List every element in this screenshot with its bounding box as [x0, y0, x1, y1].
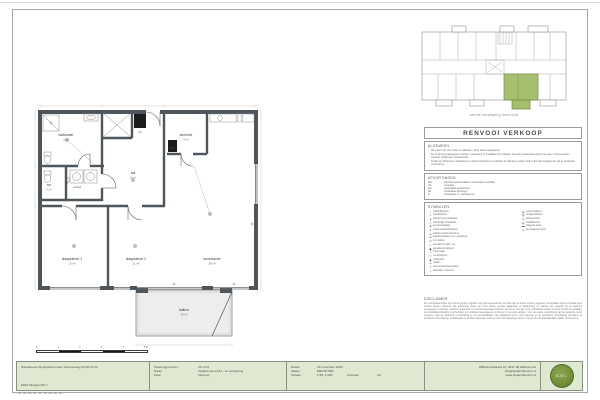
scale-bar: [36, 346, 148, 353]
screen-top-divider: [0, 2, 600, 3]
legend-section-symbolen: [424, 202, 582, 276]
kitchen-counter: [210, 114, 254, 122]
fold-mark: [18, 393, 62, 394]
field-label-naam: Naam: [154, 368, 163, 373]
symbol-row: ◼ aansluitpunt telefoon: [429, 247, 454, 251]
title-block-meta-cell: [286, 362, 424, 390]
symbol-row: ◫ leidingschacht: [522, 217, 541, 221]
door-swings: [62, 112, 193, 220]
section-heading-symbolen: SYMBOLEN: [428, 205, 450, 210]
algemeen-item: - Positie van lichtpunten, schakelaars en wandcontactdozen is indicatief; de definitieve positie wordt in het werk bepaald. Zie ook de technische omschrijving.: [428, 160, 576, 166]
field-label-fase: Fase: [154, 372, 161, 377]
room-area-wc: 2 m²: [46, 187, 52, 192]
title-block: [16, 361, 583, 391]
project-name: Nieuwbouw 29 appartementen Venloseweg 20-26 Horst: [21, 364, 98, 369]
symbol-row: ≈ vloerverwarmingsverdeler: [429, 266, 459, 270]
room-label-wc: wc: [46, 183, 52, 187]
symbol-row: ◇ enkelpolige schakelaar: [429, 221, 456, 225]
symbol-row: ▽ mv-afzuigpunt: [429, 254, 448, 258]
scale-tick-label: 0: [36, 346, 38, 349]
field-label-formaat: Formaat: [347, 372, 359, 377]
label-wtw: wtw: [170, 146, 175, 150]
scale-tick-label: 3: [100, 346, 103, 349]
symbol-row: ▬ dragende wand: [521, 225, 542, 229]
label-wasmachine: wm/wd: [72, 186, 82, 189]
architect-email: info@sjelarchitecten.nl: [504, 368, 536, 373]
symbol-row: ▥ installatiezone: [522, 221, 541, 225]
room-area-slaapkamer1: 13 m²: [68, 261, 76, 266]
algemeen-list: [428, 150, 578, 167]
scale-bar-segments: [36, 350, 148, 354]
room-area-hal: 9 m²: [130, 175, 136, 180]
symbol-list-right: [521, 211, 578, 274]
client-name: EDM Vastgoed B.V.: [21, 383, 48, 388]
abbreviation-row: wm opstelplaats wasmachine: [428, 187, 470, 190]
title-block-address-cell: [424, 362, 540, 390]
floor-plan: [34, 104, 264, 350]
legend-title: RENVOOI VERKOOP: [424, 127, 582, 139]
room-label-hal: hal: [130, 171, 136, 175]
logo-text: SJEL: [555, 372, 568, 378]
symbol-list-left: [428, 211, 517, 274]
symbol-row: ◐ wandlichtpunt: [429, 214, 447, 218]
symbol-row: △ thermostaat: [429, 251, 445, 255]
symbol-row: ◻ aansluitpunt data / cai: [429, 243, 455, 247]
overview-plan: [408, 16, 580, 112]
room-label-techniek: techniek: [179, 133, 193, 137]
electrical-symbols: [65, 138, 253, 285]
symbol-row: ● lichtpunt met schakelaar: [429, 217, 458, 221]
title-block-drawing-cell: [149, 362, 286, 390]
abbreviation-row: wtw warmteterugwininstallatie (mechanische ventilatie): [428, 181, 496, 184]
title-block-logo-cell: [540, 362, 582, 390]
field-value-naam: Appartement A14 - 1e verdieping: [198, 368, 244, 373]
room-area-badkamer: 6 m²: [63, 137, 69, 142]
section-heading-afkortingen: AFKORTINGEN: [428, 176, 456, 181]
symbol-row: ▨ verlaagd plafond: [522, 214, 543, 218]
room-label-woonkamer: woonkamer: [203, 257, 221, 261]
symbol-row: ⊛ wandcontactdoos t.b.v. apparatuur: [429, 236, 468, 240]
disclaimer-text: De verkooptekeningen zijn met de grootst mogelijke zorg samengesteld aan de hand van de meest recente gegevens. Desondanks kunnen hieraan geen rechten worden ontleend. Alle genoemde maten zijn circa maten; geringe afwijkingen in maatvoering en indeling zijn mogelijk. De op tekening weergegeven inrichting, meubels, apparatuur en groenvoorzieningen behoren niet tot de levering, tenzij uitdrukkelijk anders vermeld. Positie en aantallen van installatietechnische voorzieningen zijn indicatief weergegeven en kunnen in het werk wijzigen. Voor de exacte omschrijving van het gekochte wordt verwezen naar de technische omschrijving en de contractstukken. Bij strijdigheid tussen deze tekening en de technische omschrijving prevaleert de technische omschrijving. Ontwikkelaar en architect behouden zich het recht voor wijzigingen door te voeren die noodzakelijk blijken tijdens de uitvoering.: [424, 302, 582, 320]
field-value-fase: Verkoop: [198, 372, 210, 377]
field-value-tekeningnummer: VK-A14: [198, 364, 209, 369]
room-area-slaapkamer2: 11 m²: [132, 261, 140, 266]
field-label-datum: Datum: [291, 364, 301, 369]
room-label-balkon: balkon: [179, 308, 189, 312]
field-label-schaal: Schaal: [291, 372, 301, 377]
room-label-slaapkamer1: slaapkamer 1: [61, 257, 83, 261]
overview-caption: eerste verdieping overzicht: [469, 113, 519, 117]
room-area-woonkamer: 38 m²: [208, 261, 216, 266]
closet-hatch: [103, 113, 131, 137]
overview-plan-svg: [408, 16, 580, 112]
field-value-schaal: 1:50, 1:200: [317, 372, 333, 377]
architect-address: Wilhelminastraat 12, 4011 JB Zaltbommel: [478, 364, 536, 369]
room-area-techniek: 4 m²: [183, 137, 189, 142]
symbol-row: ⊚ dubbele wandcontactdoos: [429, 232, 460, 236]
legend-panel: [424, 127, 582, 278]
abbreviation-row: mk meterkast: [428, 184, 455, 187]
room-area-balkon: 10 m²: [180, 312, 188, 317]
highlighted-unit: [504, 74, 538, 109]
room-label-slaapkamer2: slaapkamer 2: [125, 257, 147, 261]
symbol-row: ⊙ enkele wandcontactdoos: [429, 229, 458, 233]
symbol-row: ◈ wisselschakelaar: [429, 225, 451, 229]
label-meterkast: mk: [138, 131, 142, 134]
symbol-row: ▤ systeemplafond: [522, 210, 542, 214]
algemeen-item: - De op tekening aangegeven indeling, maatvoering en installaties zijn indicatief. Aan deze verkooptekening kunnen geen rechten worden ontleend. Wijzigingen voorbehouden.: [428, 153, 570, 159]
architect-website: www.sjelarchitecten.nl: [505, 372, 536, 377]
abbreviation-row: cv opstelplaats cv / warmtepomp: [428, 193, 475, 196]
abbreviation-row: wd opstelplaats wasdroger: [428, 190, 468, 193]
scale-tick-label: 2: [79, 346, 81, 349]
symbol-row: ◉ rookmelder: [429, 258, 445, 262]
field-value-datum: 20 november 2025: [317, 364, 343, 369]
scale-tick-label: 1: [57, 346, 59, 349]
algemeen-item: - Alle maten zijn circa maten in millimeters, tenzij anders aangegeven.: [428, 149, 501, 152]
symbol-row: ∅ loze leiding: [429, 240, 445, 244]
disclaimer-block: [424, 297, 582, 321]
room-label-badkamer: badkamer: [58, 133, 74, 137]
symbol-row: ▭ niet-dragende wand: [522, 229, 546, 233]
section-heading-algemeen: ALGEMEEN: [428, 144, 450, 148]
meterkast-shaft: [134, 114, 146, 128]
legend-section-afkortingen: [424, 173, 582, 200]
field-value-status: DEFINITIEF: [317, 368, 334, 373]
scale-tick-label: 5 m: [143, 346, 148, 349]
afkortingen-list: [428, 182, 578, 197]
symbol-row: ▭ radiator: [429, 262, 441, 266]
sanitary-fixtures: [43, 114, 98, 183]
field-label-tekeningnummer: Tekeningnummer: [154, 364, 178, 369]
floor-plan-svg: [34, 104, 264, 350]
symbol-row: ⌂ beldrukker / intercom: [429, 269, 455, 273]
architect-logo-icon: [550, 364, 574, 388]
disclaimer-heading: DISCLAIMER: [424, 297, 448, 301]
legend-section-algemeen: [424, 141, 582, 171]
symbol-row: ○ plafondlichtpunt: [429, 210, 449, 214]
field-value-formaat: A3: [377, 372, 381, 377]
field-label-status: Status: [291, 368, 300, 373]
scale-tick-label: 4: [122, 346, 124, 349]
title-block-project-cell: [17, 362, 149, 390]
